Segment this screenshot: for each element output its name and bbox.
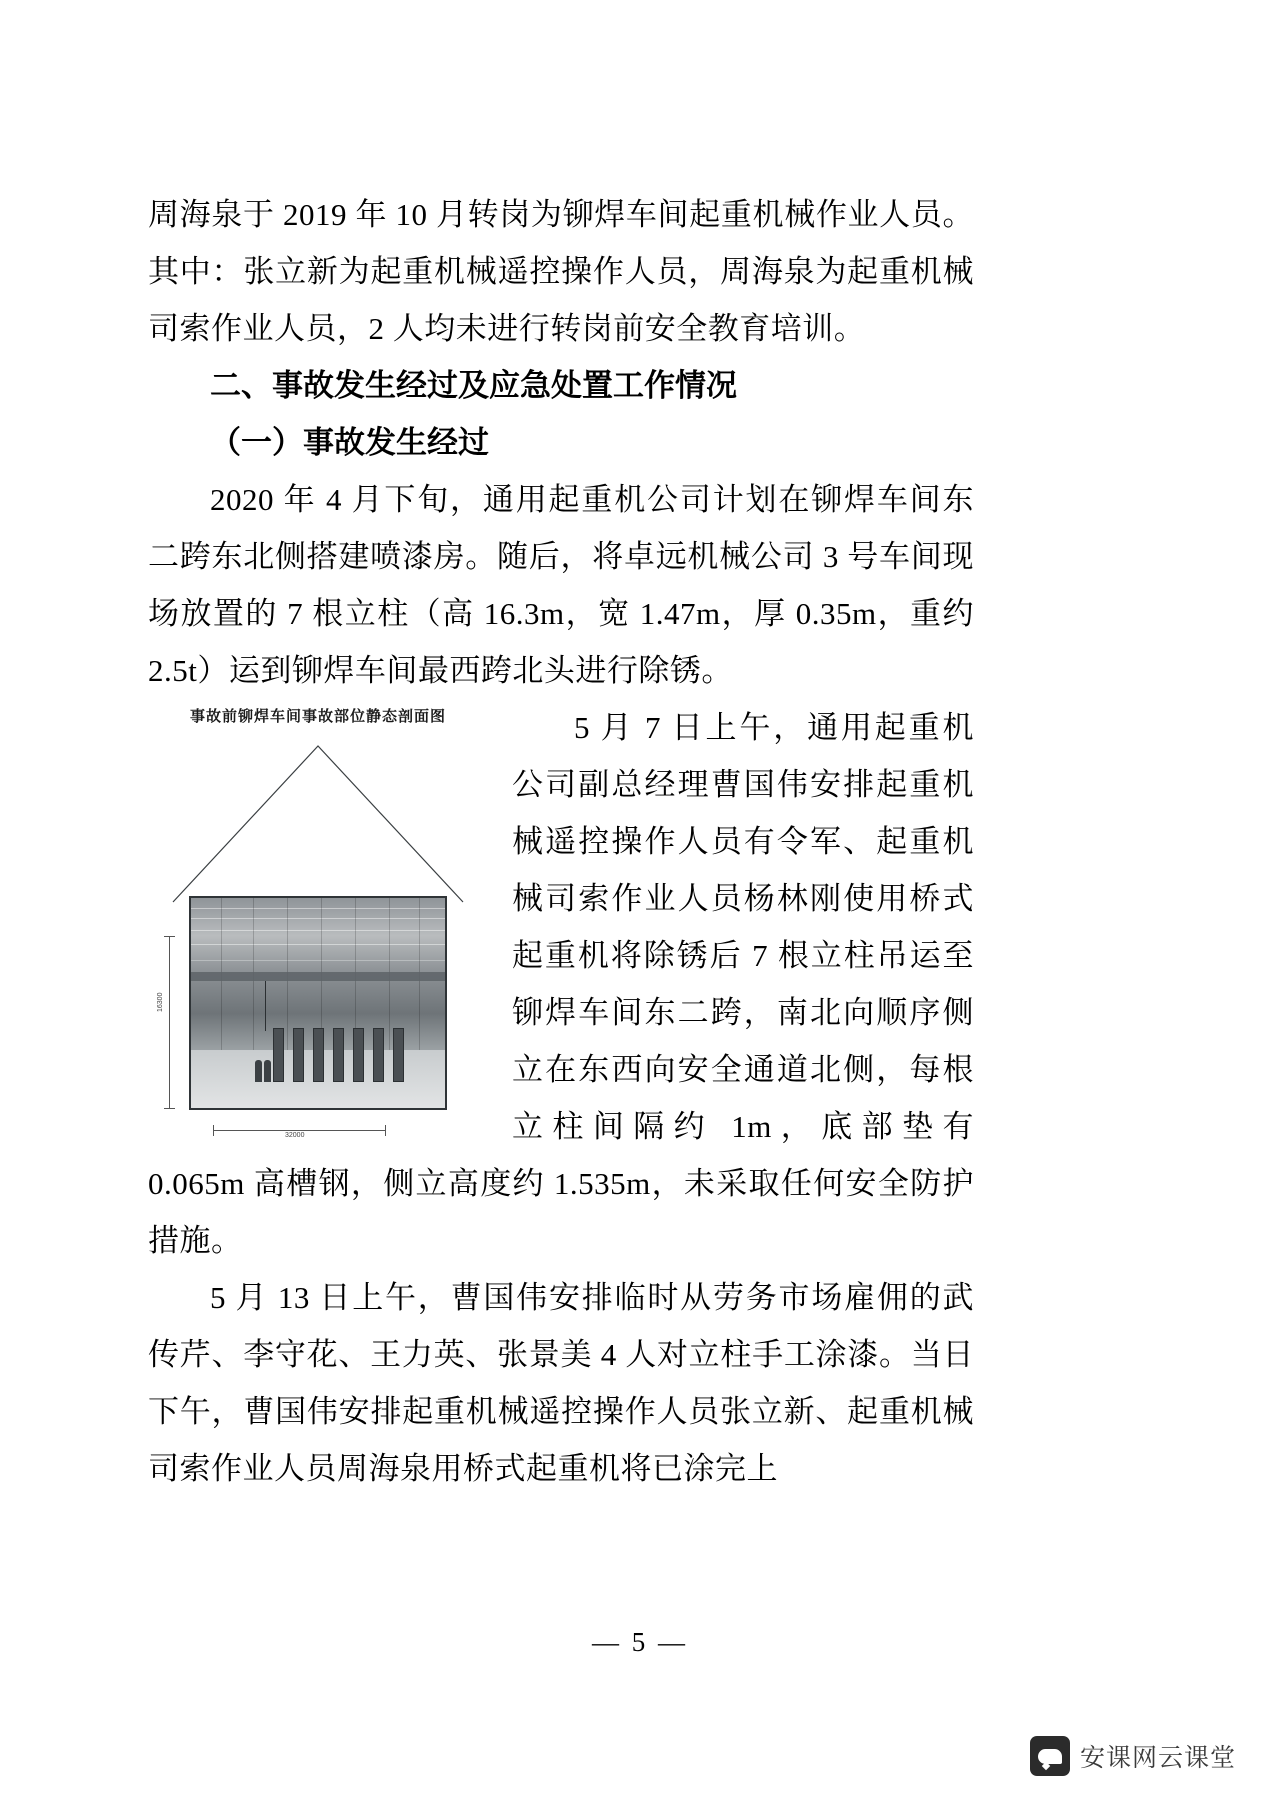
paragraph-1: 周海泉于 2019 年 10 月转岗为铆焊车间起重机械作业人员。其中：张立新为起重机械遥控操作人员，周海泉为起重机械司索作业人员，2 人均未进行转岗前安全教育培训。 xyxy=(148,197,974,346)
watermark-text: 安课网云课堂 xyxy=(1079,1744,1236,1772)
paragraph-4: 2020 年 4 月下旬，通用起重机公司计划在铆焊车间东二跨东北侧搭建喷漆房。随后，将卓远机械公司 3 号车间现场放置的 7 根立柱（高 16.3m，宽 1.47m，厚 0.35m，重约 2.5t）运到铆焊车间最西跨北头进行除锈。 xyxy=(148,482,974,688)
page-content xyxy=(148,186,974,1497)
roof-outline-icon xyxy=(171,744,465,904)
dimension-tick-left xyxy=(213,1125,214,1136)
section-heading-2: 二、事故发生经过及应急处置工作情况 xyxy=(210,368,737,403)
dimension-label-height: 16300 xyxy=(157,992,164,1012)
dimension-line-vertical xyxy=(169,936,170,1108)
dimension-tick-top xyxy=(164,936,175,937)
figure-accident-section-drawing xyxy=(148,705,488,1140)
paragraph-6: 5 月 13 日上午，曹国伟安排临时从劳务市场雇佣的武传芹、李守花、王力英、张景美 4 人对立柱手工涂漆。当日下午，曹国伟安排起重机械遥控操作人员张立新、起重机械司索作业人员周海泉用桥式起重机将已涂完上 xyxy=(148,1280,974,1486)
dimension-line-horizontal xyxy=(213,1130,385,1131)
workshop-photo xyxy=(191,898,445,1108)
subsection-heading-1: （一）事故发生经过 xyxy=(210,425,489,460)
dimension-tick-bottom xyxy=(164,1108,175,1109)
dimension-tick-right xyxy=(385,1125,386,1136)
figure-image xyxy=(153,740,483,1140)
watermark xyxy=(1030,1736,1236,1776)
page-number: — 5 — xyxy=(592,1627,688,1657)
paragraph-5: 5 月 7 日上午，通用起重机公司副总经理曹国伟安排起重机械遥控操作人员有令军、起重机械司索作业人员杨林刚使用桥式起重机将除锈后 7 根立柱吊运至铆焊车间东二跨，南北向顺序侧立在东西向安全通道北侧，每根立柱间隔约 1m，底部垫有 0.065m 高槽钢，侧立高度约 1.535m，未采取任何安全防护措施。 xyxy=(148,710,974,1258)
dimension-label-width: 32000 xyxy=(285,1132,305,1139)
frame-right-column xyxy=(445,896,447,1110)
frame-floor-beam xyxy=(189,1108,447,1110)
figure-caption: 事故前铆焊车间事故部位静态剖面图 xyxy=(189,708,446,725)
chat-bubble-icon xyxy=(1030,1736,1070,1776)
